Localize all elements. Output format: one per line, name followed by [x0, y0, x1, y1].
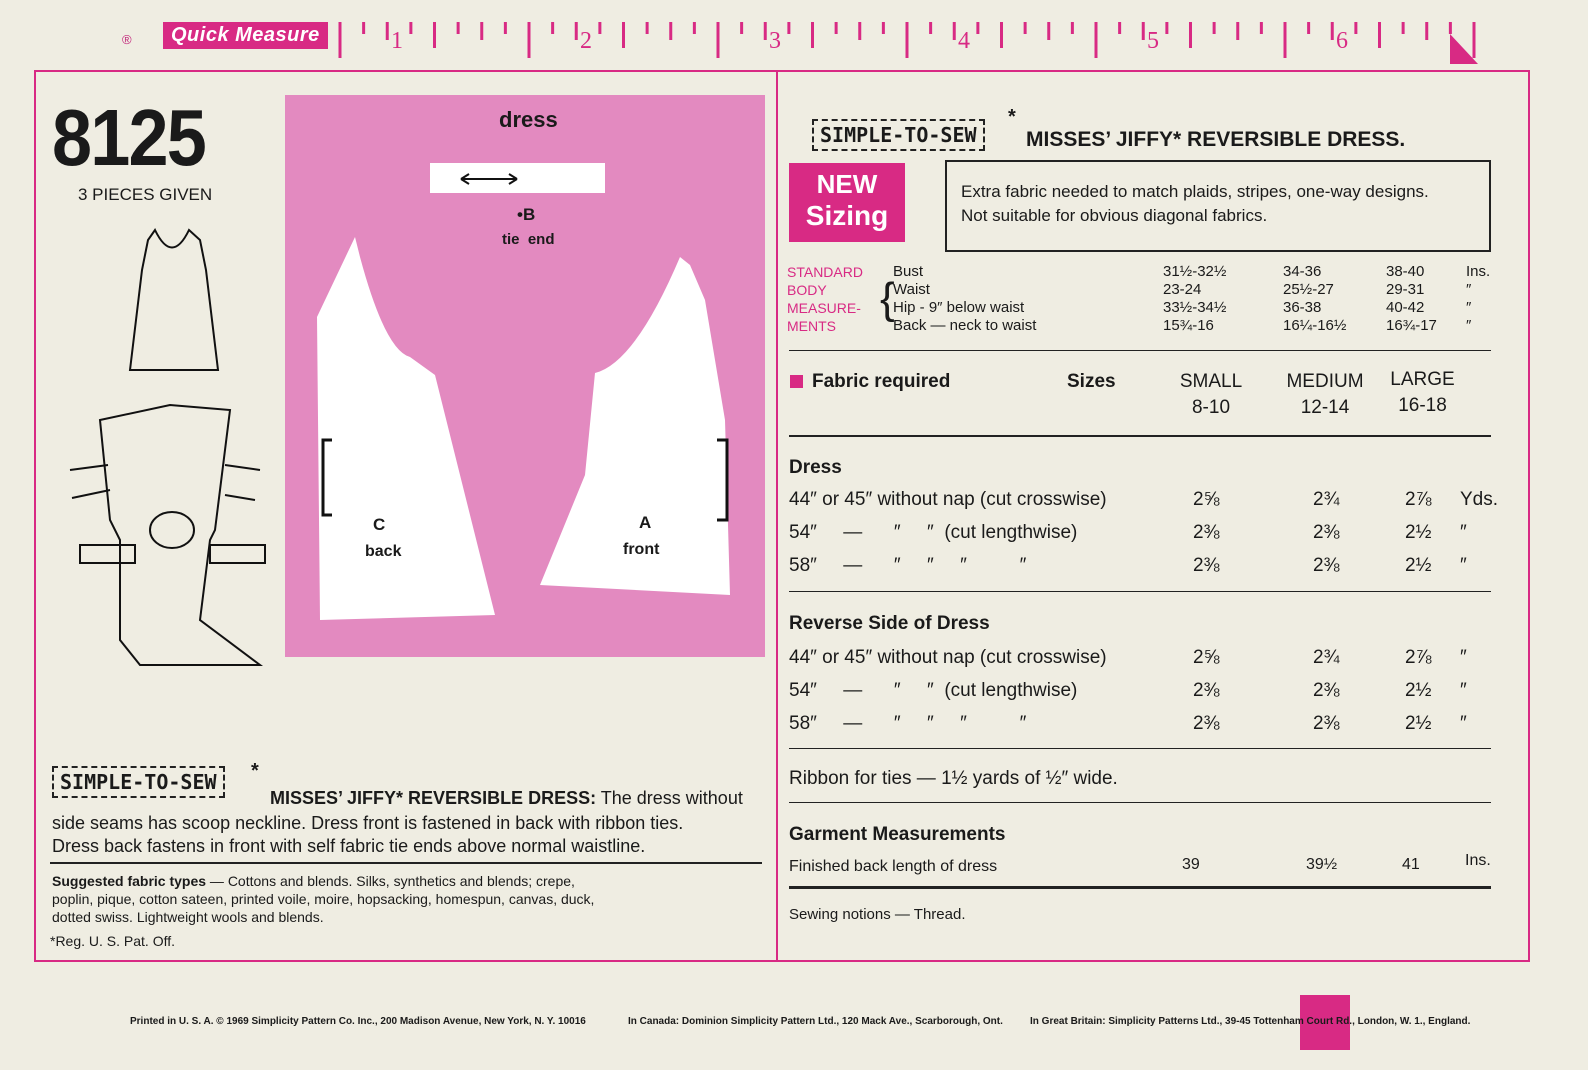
- reverse-section-title: Reverse Side of Dress: [789, 613, 990, 634]
- garment-small: 39: [1182, 856, 1200, 873]
- ruler-number: 6: [1336, 28, 1348, 54]
- description-line-1: MISSES’ JIFFY* REVERSIBLE DRESS: The dress without: [270, 788, 743, 808]
- measurement-large: 16¾-17: [1386, 317, 1437, 334]
- fabric-required-label: Fabric required: [812, 371, 951, 392]
- sewing-notions: Sewing notions — Thread.: [789, 906, 966, 923]
- ruler-number: 2: [580, 28, 592, 54]
- piece-c-letter: C: [373, 515, 386, 534]
- piece-b-name: tie end: [502, 231, 555, 248]
- size-small: SMALL 8-10: [1179, 371, 1243, 418]
- yardage-medium: 2¾: [1313, 489, 1340, 510]
- measurement-small: 33½-34½: [1163, 299, 1227, 316]
- yardage-small: 2⅝: [1193, 647, 1220, 668]
- divider-5: [789, 802, 1491, 803]
- piece-c-name: back: [365, 543, 402, 560]
- yardage-medium: 2⅜: [1313, 522, 1340, 543]
- piece-a-letter: A: [639, 513, 652, 532]
- footer-canada: In Canada: Dominion Simplicity Pattern Ltd., 120 Mack Ave., Scarborough, Ont.: [628, 1016, 1003, 1027]
- dress-illustration: [60, 220, 280, 680]
- garment-large: 41: [1402, 856, 1420, 873]
- measurement-large: 40-42: [1386, 299, 1425, 316]
- yardage-fabric-width: 44″ or 45″ without nap (cut crosswise): [789, 647, 1107, 668]
- quick-measure-label: Quick Measure: [163, 22, 328, 49]
- dress-pattern-pieces: [285, 95, 765, 657]
- measurement-medium: 34-36: [1283, 263, 1322, 280]
- size-medium: MEDIUM 12-14: [1286, 371, 1364, 418]
- measurement-unit: ″: [1466, 299, 1472, 316]
- yardage-small: 2⅜: [1193, 680, 1220, 701]
- size-large: LARGE 16-18: [1390, 369, 1455, 416]
- measurement-small: 31½-32½: [1163, 263, 1227, 280]
- measurement-small: 15¾-16: [1163, 317, 1214, 334]
- piece-b-letter: •B: [517, 205, 536, 224]
- fabric-note-box: Extra fabric needed to match plaids, stripes, one-way designs. Not suitable for obvious diagonal fabrics.: [945, 160, 1491, 252]
- yardage-unit: ″: [1460, 713, 1467, 734]
- yardage-fabric-width: 44″ or 45″ without nap (cut crosswise): [789, 489, 1107, 510]
- yardage-small: 2⅜: [1193, 713, 1220, 734]
- registered-mark: ®: [122, 32, 132, 47]
- simple-to-sew-badge-bottom: SIMPLE-TO-SEW: [52, 766, 225, 798]
- measurement-medium: 25½-27: [1283, 281, 1334, 298]
- divider-6: [789, 886, 1491, 889]
- measurement-unit: Ins.: [1466, 263, 1491, 280]
- divider-2: [789, 435, 1491, 437]
- yardage-large: 2½: [1405, 555, 1432, 576]
- yardage-fabric-width: 58″ — ″ ″ ″ ″: [789, 555, 1027, 576]
- layout-title: dress: [499, 107, 558, 132]
- badge-star: *: [1008, 106, 1016, 128]
- cutting-layout-panel: [285, 95, 765, 657]
- measurement-unit: ″: [1466, 317, 1472, 334]
- yardage-small: 2⅜: [1193, 555, 1220, 576]
- yardage-large: 2½: [1405, 680, 1432, 701]
- yardage-unit: Yds.: [1460, 489, 1499, 510]
- measurement-name: Bust: [893, 263, 924, 280]
- yardage-unit: ″: [1460, 647, 1467, 668]
- inch-ruler: [130, 14, 1480, 64]
- footer-britain: In Great Britain: Simplicity Patterns Ltd., 39-45 Tottenham Court Rd., London, W. 1., England.: [1030, 1016, 1471, 1027]
- divider-3: [789, 591, 1491, 592]
- yardage-fabric-width: 58″ — ″ ″ ″ ″: [789, 713, 1027, 734]
- description-divider: [50, 862, 762, 864]
- yardage-large: 2⅞: [1405, 647, 1432, 668]
- new-sizing-badge: NEW Sizing: [789, 163, 905, 242]
- registration-note: *Reg. U. S. Pat. Off.: [50, 933, 176, 949]
- yardage-medium: 2⅜: [1313, 680, 1340, 701]
- yardage-medium: 2¾: [1313, 647, 1340, 668]
- yardage-medium: 2⅜: [1313, 555, 1340, 576]
- measurement-medium: 16¼-16½: [1283, 317, 1347, 334]
- yardage-small: 2⅝: [1193, 489, 1220, 510]
- yardage-unit: ″: [1460, 522, 1467, 543]
- fabric-bullet-icon: [790, 375, 803, 388]
- description-line-2: side seams has scoop neckline. Dress front is fastened in back with ribbon ties.: [52, 813, 684, 833]
- measurement-unit: ″: [1466, 281, 1472, 298]
- measurement-name: Waist: [893, 281, 930, 298]
- ruler-number: 5: [1147, 28, 1159, 54]
- yardage-unit: ″: [1460, 680, 1467, 701]
- standard-body-measurements-label: STANDARD BODY MEASURE- MENTS: [787, 264, 863, 334]
- garment-unit: Ins.: [1465, 852, 1491, 869]
- measurement-small: 23-24: [1163, 281, 1202, 298]
- measurement-large: 38-40: [1386, 263, 1425, 280]
- piece-a-name: front: [623, 541, 660, 558]
- garment-length-label: Finished back length of dress: [789, 858, 998, 875]
- yardage-small: 2⅜: [1193, 522, 1220, 543]
- ribbon-note: Ribbon for ties — 1½ yards of ½″ wide.: [789, 768, 1118, 789]
- garment-measurements-title: Garment Measurements: [789, 824, 1006, 845]
- yardage-medium: 2⅜: [1313, 713, 1340, 734]
- measurement-name: Hip - 9″ below waist: [893, 299, 1025, 316]
- column-divider: [776, 72, 778, 960]
- suggested-fabrics: Suggested fabric types — Cottons and blends. Silks, synthetics and blends; crepe, poplin, pique, cotton sateen, printed voile, moire, hopsacking, homespun, canvas, duck, dotted swiss. Lightweight wools and blends.: [52, 873, 595, 925]
- yardage-large: 2½: [1405, 522, 1432, 543]
- sizes-label: Sizes: [1067, 371, 1116, 392]
- yardage-fabric-width: 54″ — ″ ″ (cut lengthwise): [789, 680, 1078, 701]
- pieces-count: 3 PIECES GIVEN: [78, 185, 213, 204]
- measurement-name: Back — neck to waist: [893, 317, 1037, 334]
- header-title: MISSES’ JIFFY* REVERSIBLE DRESS.: [1026, 128, 1406, 151]
- garment-medium: 39½: [1306, 856, 1338, 873]
- yardage-unit: ″: [1460, 555, 1467, 576]
- description-line-3: Dress back fastens in front with self fabric tie ends above normal waistline.: [52, 836, 646, 856]
- yardage-large: 2⅞: [1405, 489, 1432, 510]
- yardage-large: 2½: [1405, 713, 1432, 734]
- yardage-fabric-width: 54″ — ″ ″ (cut lengthwise): [789, 522, 1078, 543]
- measurement-large: 29-31: [1386, 281, 1425, 298]
- badge-star-bottom: *: [251, 760, 259, 782]
- ruler-number: 3: [769, 28, 781, 54]
- ruler-number: 1: [391, 28, 403, 54]
- brace: {: [880, 274, 895, 323]
- pattern-number: 8125: [52, 93, 205, 182]
- divider-1: [789, 350, 1491, 351]
- footer-usa: Printed in U. S. A. © 1969 Simplicity Pattern Co. Inc., 200 Madison Avenue, New York, N. Y. 10016: [130, 1016, 586, 1027]
- measurement-medium: 36-38: [1283, 299, 1322, 316]
- dress-section-title: Dress: [789, 457, 842, 478]
- simple-to-sew-badge: SIMPLE-TO-SEW: [812, 119, 985, 151]
- ruler-number: 4: [958, 28, 970, 54]
- divider-4: [789, 748, 1491, 749]
